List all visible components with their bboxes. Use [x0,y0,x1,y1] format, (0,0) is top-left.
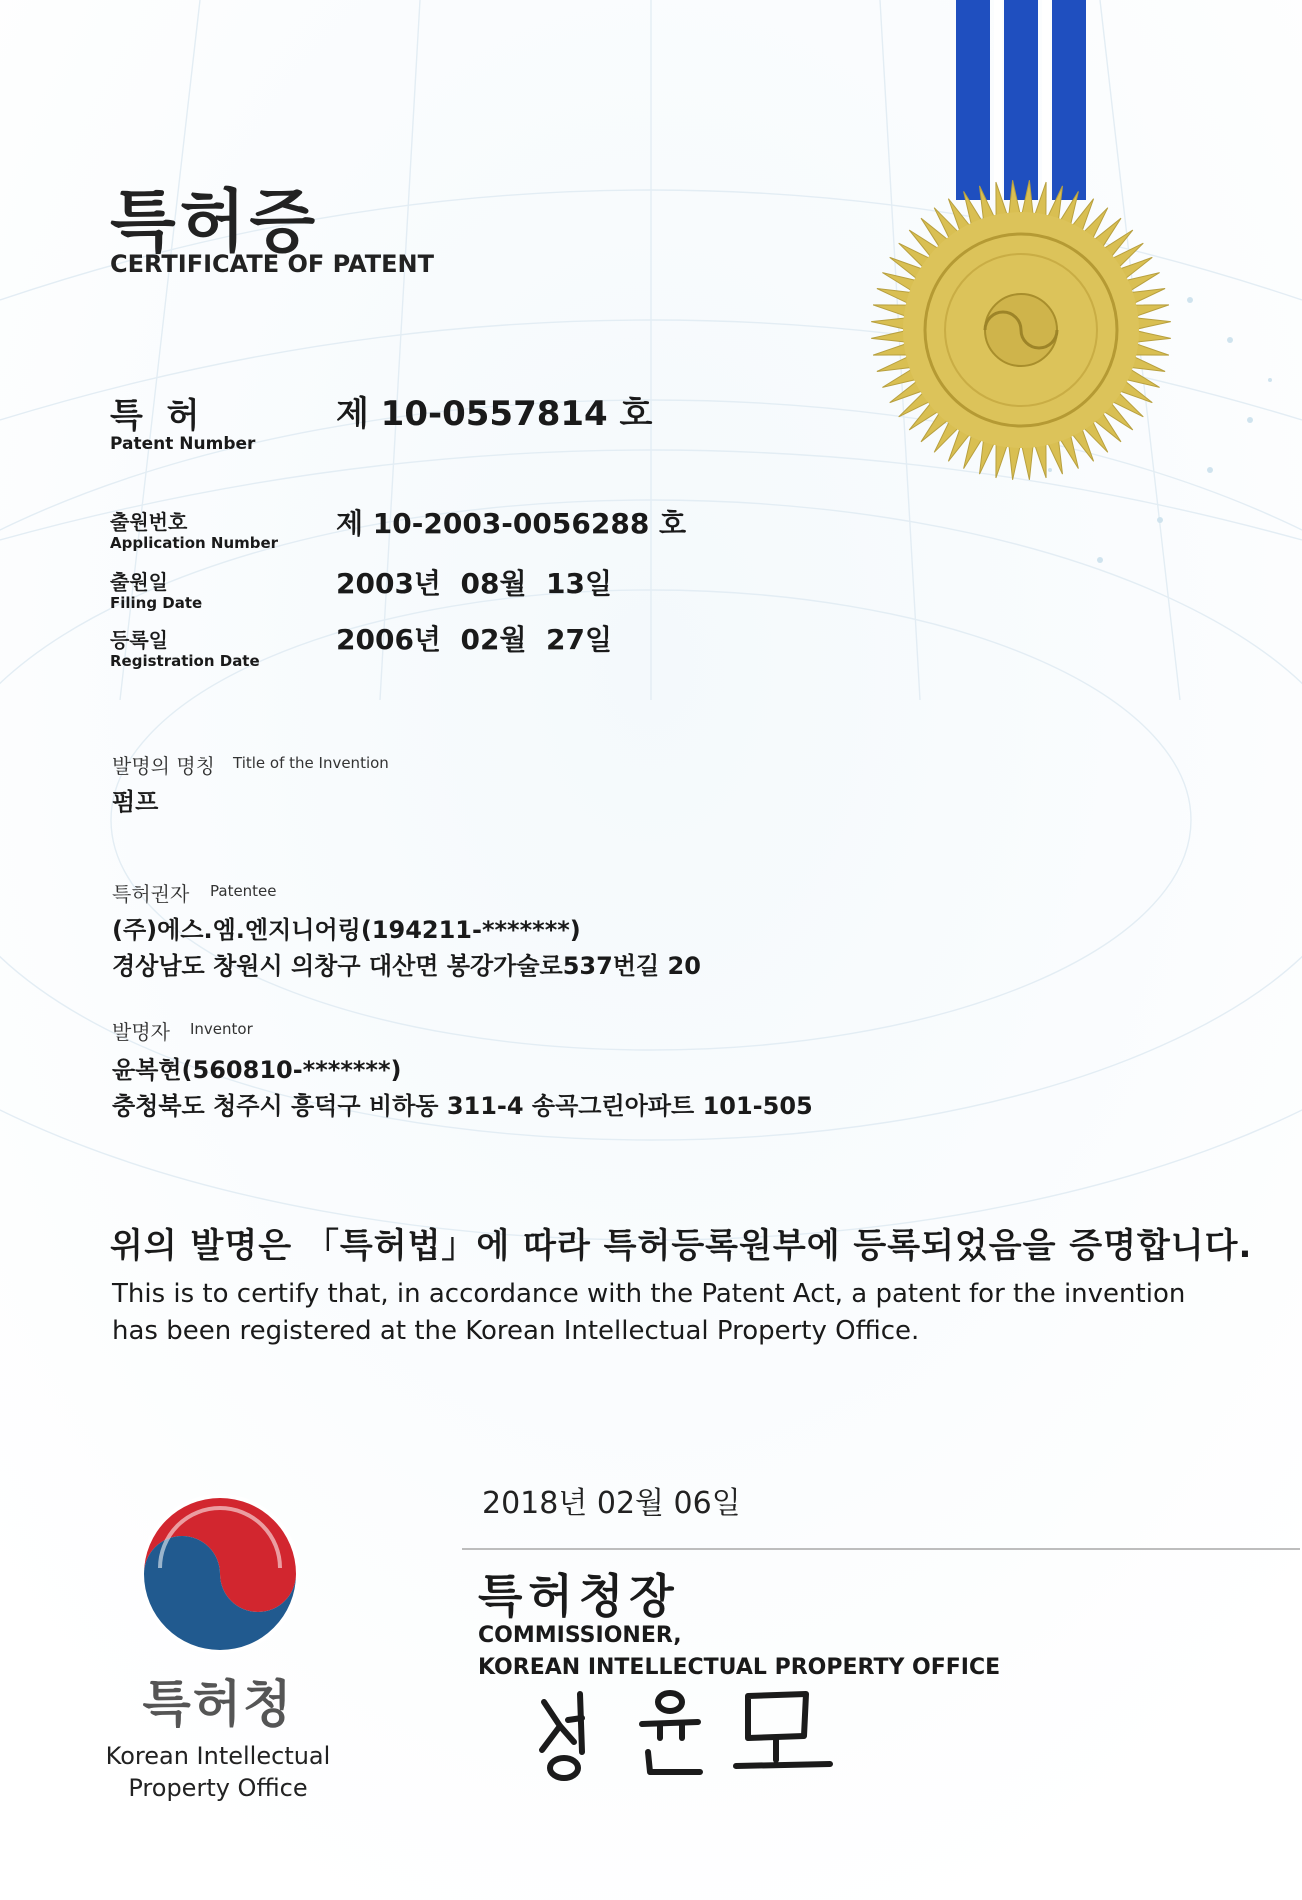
patent-number-label-english: Patent Number [110,434,256,454]
filing-date-label-english: Filing Date [110,594,203,612]
registration-date-label-english: Registration Date [110,652,260,670]
invention-title-label-english: Title of the Invention [233,754,389,772]
certification-text-korean: 위의 발명은 「특허법」에 따라 특허등록원부에 등록되었음을 증명합니다. [110,1226,1253,1266]
filing-date-value: 2003년 08월 13일 [336,567,612,600]
application-number-label-english: Application Number [110,534,279,552]
patentee-label-korean: 특허권자 [112,882,190,906]
patent-number-value: 제 10-0557814 호 [336,394,653,434]
taegeuk-emblem-icon [136,1490,304,1658]
signature-divider [462,1548,1300,1550]
inventor-address: 충청북도 청주시 흥덕구 비하동 311-4 송곡그린아파트 101-505 [112,1092,813,1120]
office-name-korean: 특허청 [142,1675,294,1733]
patentee-label-english: Patentee [210,882,277,900]
registration-date-label-korean: 등록일 [110,628,168,652]
invention-title-value: 펌프 [112,788,159,816]
patent-number-label-korean: 특 허 [110,396,206,436]
commissioner-title-english [478,1620,1000,1684]
commissioner-line-2: KOREAN INTELLECTUAL PROPERTY OFFICE [478,1655,1001,1680]
filing-date-label-korean: 출원일 [110,570,168,594]
commissioner-signature [530,1680,850,1790]
inventor-label-english: Inventor [190,1020,253,1038]
office-name-english: Korean Intellectual Property Office [105,1742,331,1802]
certificate-title-english: CERTIFICATE OF PATENT [110,250,434,278]
registration-date-value: 2006년 02월 27일 [336,623,612,656]
application-number-value: 제 10-2003-0056288 호 [336,507,687,540]
issue-date: 2018년 02월 06일 [482,1486,741,1521]
inventor-name: 윤복현(560810-*******) [112,1056,402,1084]
commissioner-title-korean: 특허청장 [478,1569,680,1623]
patentee-address: 경상남도 창원시 의창구 대산면 봉강가술로537번길 20 [112,952,701,980]
application-number-label-korean: 출원번호 [110,510,188,534]
certification-text-english: This is to certify that, in accordance with the Patent Act, a patent for the invention has been registered at the Korean Intellectual Property Office. [112,1279,1186,1346]
certificate-title-korean: 특허증 [110,183,320,262]
patentee-name: (주)에스.엠.엔지니어링(194211-*******) [112,916,581,944]
gold-seal-with-ribbon [846,0,1196,520]
inventor-label-korean: 발명자 [112,1020,170,1044]
commissioner-line-1: COMMISSIONER, [478,1623,682,1648]
invention-title-label-korean: 발명의 명칭 [112,754,215,778]
